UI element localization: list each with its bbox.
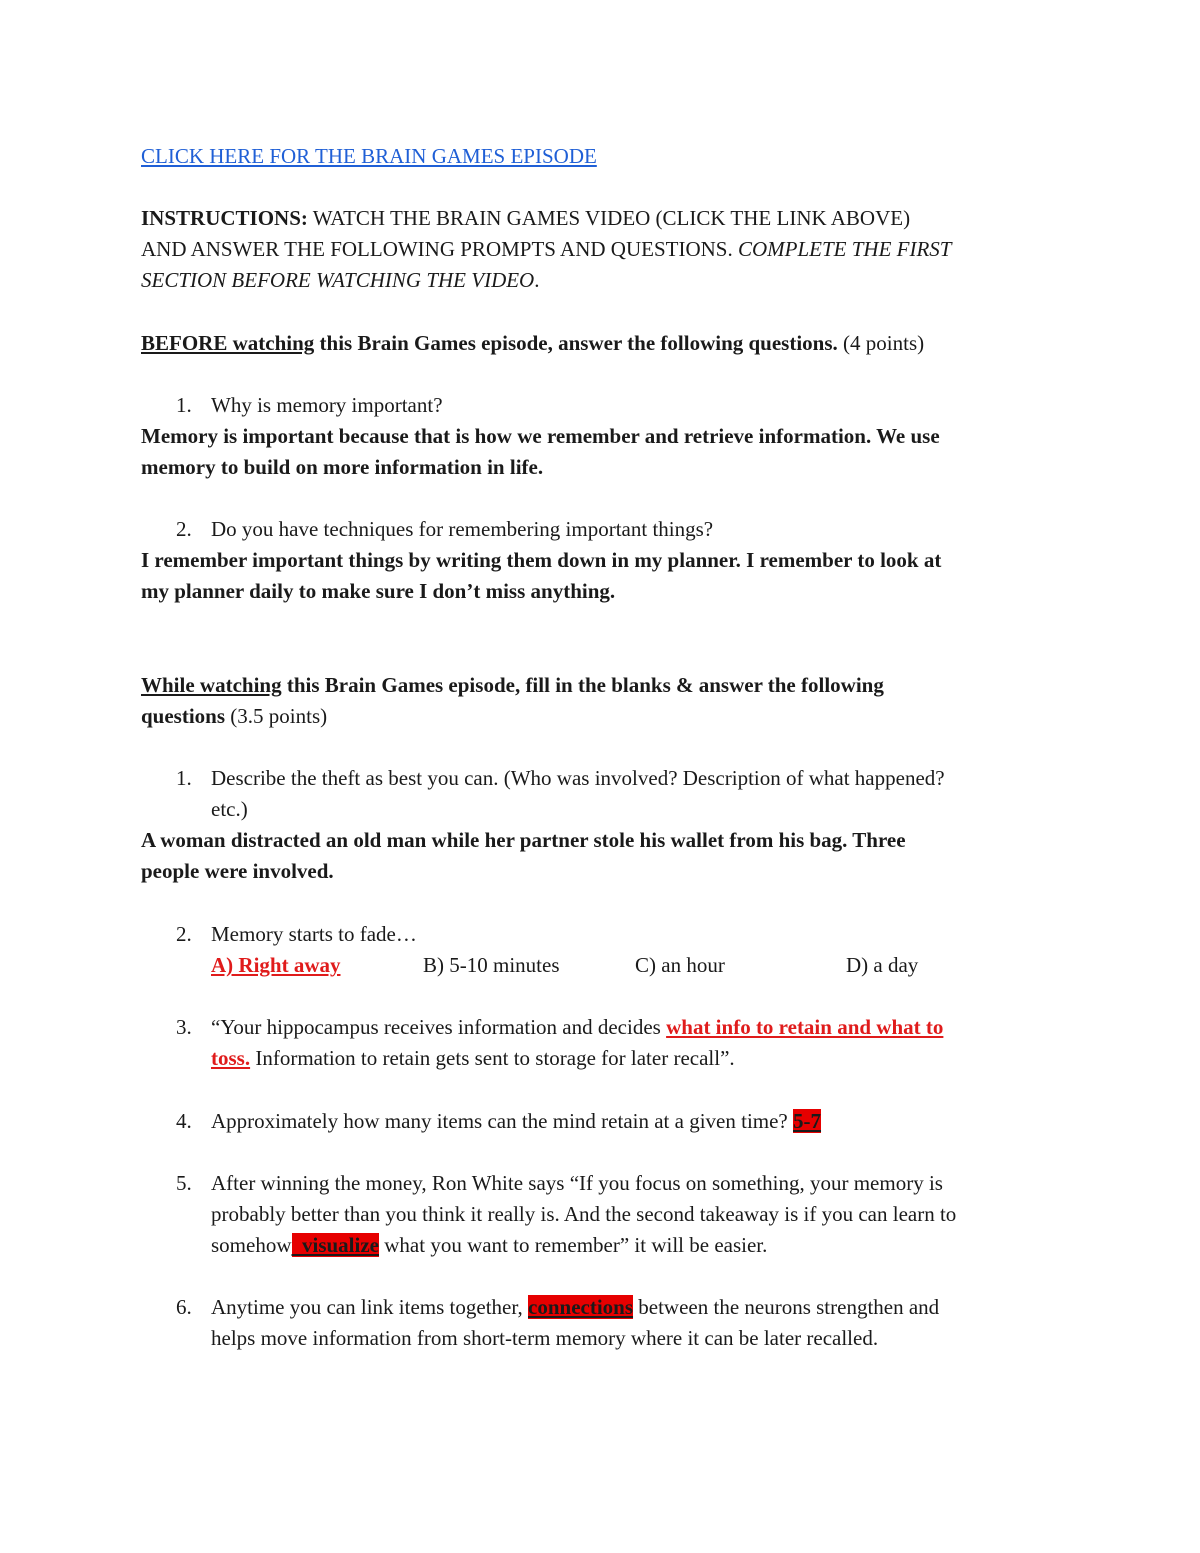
while-question-1-line-1: Describe the theft as best you can. (Who was involved? Description of what happened? (211, 766, 945, 790)
instructions-label: INSTRUCTIONS: (141, 206, 308, 230)
before-question-2-text (211, 514, 713, 544)
question-5-post: what you want to remember” it will be easier. (379, 1233, 768, 1257)
while-question-6-line-1 (211, 1292, 939, 1322)
while-heading-line-2 (141, 701, 327, 731)
before-heading-underlined: BEFORE watching (141, 331, 315, 355)
option-b: B) 5-10 minutes (423, 953, 560, 977)
while-question-6-number: 6. (176, 1295, 192, 1319)
question-text: Do you have techniques for remembering important things? (211, 517, 714, 541)
while-heading-bold-1: this Brain Games episode, fill in the blanks & answer the following (281, 673, 884, 697)
question-6-pre: Anytime you can link items together, (211, 1295, 529, 1319)
question-3-post: Information to retain gets sent to storage for later recall”. (250, 1046, 735, 1070)
while-question-5-line-2: probably better than you think it really is. And the second takeaway is if you can learn to (211, 1202, 957, 1226)
before-answer-2-line-2: my planner daily to make sure I don’t miss anything. (141, 579, 616, 603)
while-heading-underlined: While watching (141, 673, 282, 697)
while-answer-1-line-2: people were involved. (141, 859, 334, 883)
before-question-1-text (211, 390, 443, 420)
instructions-line-3 (141, 265, 539, 295)
while-question-1-line-2: etc.) (211, 797, 248, 821)
instructions-italic-1: COMPLETE THE FIRST (737, 237, 952, 261)
before-answer-1-line-1: Memory is important because that is how we remember and retrieve information. We use (141, 424, 940, 448)
episode-link-text[interactable]: CLICK HERE FOR THE BRAIN GAMES EPISODE (141, 144, 597, 168)
before-answer-1-line-2: memory to build on more information in life. (141, 455, 544, 479)
question-5-answer: visualize (291, 1233, 379, 1257)
question-6-answer: connections (528, 1295, 634, 1319)
while-question-4-line (211, 1106, 821, 1136)
while-answer-1-line-1: A woman distracted an old man while her partner stole his wallet from his bag. Three (141, 828, 906, 852)
before-question-2 (176, 514, 192, 544)
while-question-3-number: 3. (176, 1015, 192, 1039)
question-3-pre: “Your hippocampus receives information and decides (211, 1015, 667, 1039)
episode-link[interactable] (141, 141, 597, 171)
while-question-6-line-2: helps move information from short-term memory where it can be later recalled. (211, 1326, 879, 1350)
before-heading-bold: this Brain Games episode, answer the following questions. (314, 331, 838, 355)
while-heading-bold-2: questions (141, 704, 226, 728)
before-answer-2-line-1: I remember important things by writing them down in my planner. I remember to look at (141, 548, 942, 572)
question-4-text: Approximately how many items can the mind retain at a given time? (211, 1109, 794, 1133)
instructions-line-2 (141, 234, 952, 264)
while-question-4-number: 4. (176, 1109, 192, 1133)
while-question-5-number: 5. (176, 1171, 192, 1195)
option-c: C) an hour (635, 953, 725, 977)
question-5-pre: somehow (211, 1233, 292, 1257)
while-question-5-line-3 (211, 1230, 767, 1260)
while-question-2-text: Memory starts to fade… (211, 922, 417, 946)
question-4-answer: 5-7 (793, 1109, 822, 1133)
option-d: D) a day (846, 953, 919, 977)
before-heading (141, 328, 924, 358)
while-question-3-line-1 (211, 1012, 943, 1042)
question-number: 2. (176, 517, 192, 541)
question-3-answer-2: toss. (211, 1046, 251, 1070)
question-6-post: between the neurons strengthen and (633, 1295, 940, 1319)
while-question-2-number: 2. (176, 922, 192, 946)
before-points: (4 points) (837, 331, 925, 355)
before-question-1 (176, 390, 192, 420)
question-text: Why is memory important? (211, 393, 443, 417)
instructions-line-1 (141, 203, 910, 233)
instructions-italic-2: SECTION BEFORE WATCHING THE VIDEO (141, 268, 535, 292)
instructions-text-2: AND ANSWER THE FOLLOWING PROMPTS AND QUESTIONS. (141, 237, 733, 261)
option-a-answer: A) Right away (211, 953, 341, 977)
while-question-5-line-1: After winning the money, Ron White says “If you focus on something, your memory is (211, 1171, 943, 1195)
while-question-1-number: 1. (176, 766, 192, 790)
while-heading-line-1 (141, 670, 884, 700)
instructions-text-1: WATCH THE BRAIN GAMES VIDEO (CLICK THE LINK ABOVE) (312, 206, 911, 230)
question-3-answer-1: what info to retain and what to (666, 1015, 944, 1039)
question-number: 1. (176, 393, 192, 417)
instructions-period: . (534, 268, 540, 292)
while-points: (3.5 points) (225, 704, 328, 728)
while-question-3-line-2 (211, 1043, 735, 1073)
